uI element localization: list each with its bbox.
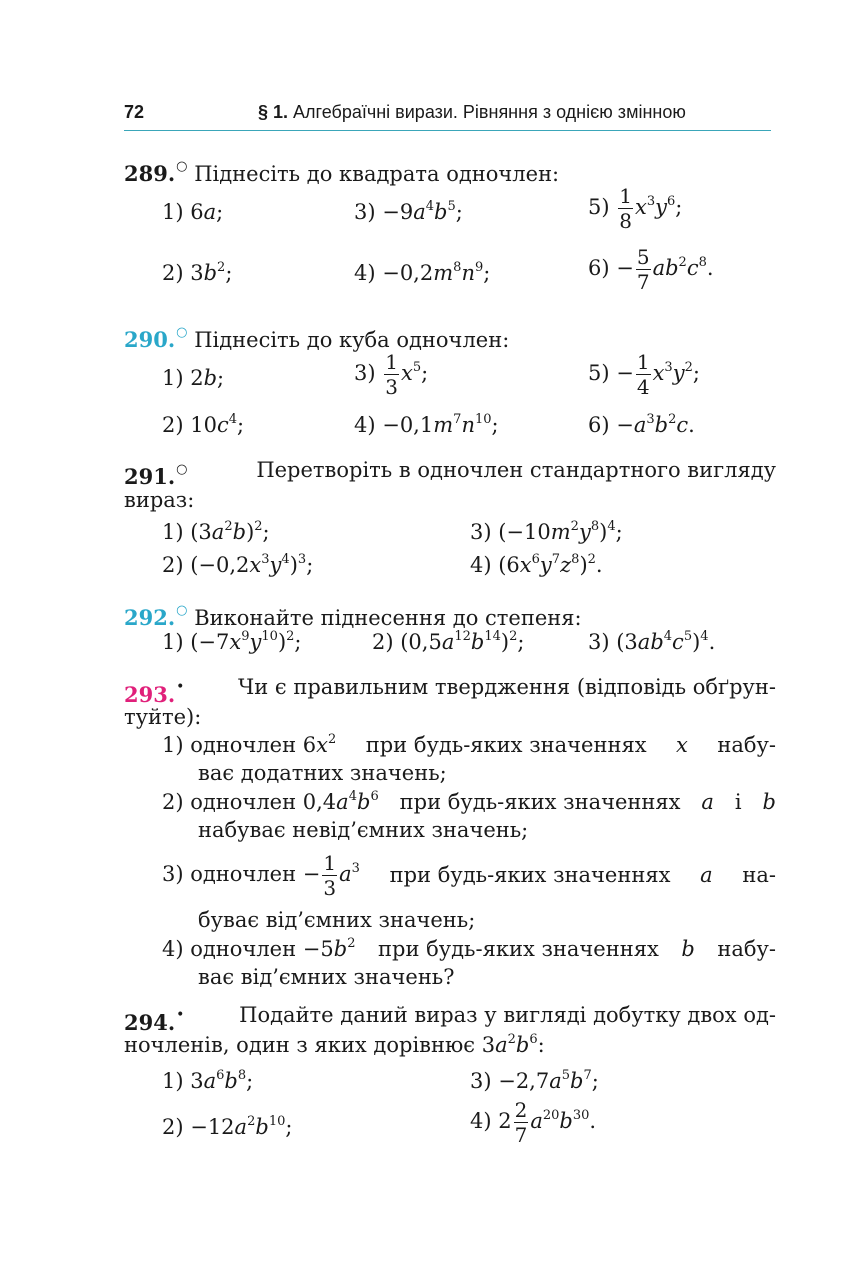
fraction: $\frac{1}{4}$ bbox=[636, 350, 650, 399]
exercise-294-text-cont: ночленів, один з яких дорівнює $3a^2b^6$: bbox=[124, 1032, 545, 1057]
fraction: $\frac{1}{3}$ bbox=[323, 850, 337, 900]
item-293-3-cont: буває від’ємних значень; bbox=[198, 908, 476, 932]
level-marker: ○ bbox=[176, 462, 188, 477]
fraction: $\frac{2}{7}$ bbox=[514, 1098, 528, 1147]
item-290-2: 2) $10c^4$; bbox=[162, 412, 245, 437]
item-293-2: 2) одночлен $0,4a^4b^6$ при будь-яких значеннях a і b bbox=[162, 789, 776, 814]
exercise-293-text-cont: туйте): bbox=[124, 705, 202, 729]
exercise-number: 294. bbox=[124, 1010, 176, 1035]
item-293-4: 4) одночлен $-5b^2$ при будь-яких значеннях b набу- bbox=[162, 936, 776, 961]
exercise-text: Перетворіть в одночлен стандартного вигляду bbox=[256, 458, 776, 482]
fraction: $\frac{1}{3}$ bbox=[385, 350, 398, 399]
item-293-2-cont: набуває невід’ємних значень; bbox=[198, 818, 529, 842]
exercise-text: Виконайте піднесення до степеня: bbox=[194, 606, 582, 630]
item-291-3: 3) $(-10m^2y^8)^4$; bbox=[470, 519, 623, 544]
exercise-291-text-cont: вираз: bbox=[124, 488, 195, 512]
fraction: $\frac{5}{7}$ bbox=[636, 245, 650, 294]
level-marker: • bbox=[176, 679, 185, 695]
exercise-number: 292. bbox=[124, 605, 176, 630]
item-293-1: 1) одночлен $6x^2$ при будь-яких значеннях x набу- bbox=[162, 732, 776, 757]
page-header bbox=[124, 98, 771, 131]
item-290-3: 3) $\frac{1}{3}$ $x^5$; bbox=[354, 350, 429, 399]
item-289-2: 2) $3b^2$; bbox=[162, 260, 233, 285]
item-289-5: 5) $\frac{1}{8}$ $x^3y^6$; bbox=[588, 184, 683, 233]
item-290-4: $4) -0,1m^7n^{10}$; bbox=[354, 412, 499, 437]
item-290-1: 1) 2b; bbox=[162, 366, 225, 390]
level-marker: • bbox=[176, 1007, 185, 1023]
exercise-text: Піднесіть до квадрата одночлен: bbox=[194, 162, 560, 186]
header-title bbox=[258, 102, 686, 123]
item-291-1: 1) $(3a^2b)^2$; bbox=[162, 519, 270, 544]
exercise-text: Піднесіть до куба одночлен: bbox=[194, 328, 510, 352]
exercise-number: 289. bbox=[124, 161, 176, 186]
item-292-2: 2) $(0,5a^{12}b^{14})^2$; bbox=[372, 629, 525, 654]
item-292-1: 1) $(-7x^9y^{10})^2$; bbox=[162, 629, 302, 654]
section-number: § 1. bbox=[258, 102, 289, 122]
exercise-number: 290. bbox=[124, 327, 176, 352]
item-294-2: $2) -12a^2b^{10}$; bbox=[162, 1114, 293, 1139]
section-title: Алгебраїчні вирази. Рівняння з однією змінною bbox=[293, 102, 686, 122]
fraction: $\frac{1}{8}$ bbox=[619, 184, 632, 233]
page-number: 72 bbox=[124, 102, 145, 122]
item-293-4-cont: ває від’ємних значень? bbox=[198, 965, 455, 989]
item-291-4: 4) $(6x^6y^7z^8)^2$. bbox=[470, 552, 603, 577]
exercise-text: Чи є правильним твердження (відповідь обґрун- bbox=[238, 675, 776, 699]
level-marker: ○ bbox=[176, 159, 188, 174]
item-291-2: 2) $(-0,2x^3y^4)^3$; bbox=[162, 552, 314, 577]
item-294-1: 1) $3a^6b^8$; bbox=[162, 1068, 254, 1093]
level-marker: ○ bbox=[176, 325, 188, 340]
item-289-3: $3) -9a^4b^5$; bbox=[354, 199, 463, 224]
level-marker: ○ bbox=[176, 603, 188, 618]
item-294-4: 4) 2 $\frac{2}{7}$ $a^{20}b^{30}$. bbox=[470, 1098, 597, 1147]
item-290-5: 5) − $\frac{1}{4}$ $x^3y^2$; bbox=[588, 350, 700, 399]
exercise-number: 291. bbox=[124, 464, 176, 489]
item-293-1-cont: ває додатних значень; bbox=[198, 761, 447, 785]
exercise-290-heading bbox=[124, 318, 776, 355]
item-290-6: $6) -a^3b^2c$. bbox=[588, 412, 695, 437]
exercise-number: 293. bbox=[124, 682, 176, 707]
item-289-1: 1) 6a; bbox=[162, 200, 224, 224]
item-292-3: 3) $(3ab^4c^5)^4$. bbox=[588, 629, 716, 654]
item-293-3: 3) одночлен − $\frac{1}{3}$ $a^3$ при будь-яких значеннях a на- bbox=[162, 850, 776, 900]
exercise-289-heading bbox=[124, 152, 776, 189]
item-294-3: $3) -2,7a^5b^7$; bbox=[470, 1068, 599, 1093]
item-289-4: $4) -0,2m^8n^9$; bbox=[354, 260, 491, 285]
exercise-text: Подайте даний вираз у вигляді добутку двох од- bbox=[239, 1003, 776, 1027]
item-289-6: 6) − $\frac{5}{7}$ $ab^2c^8$. bbox=[588, 245, 714, 294]
